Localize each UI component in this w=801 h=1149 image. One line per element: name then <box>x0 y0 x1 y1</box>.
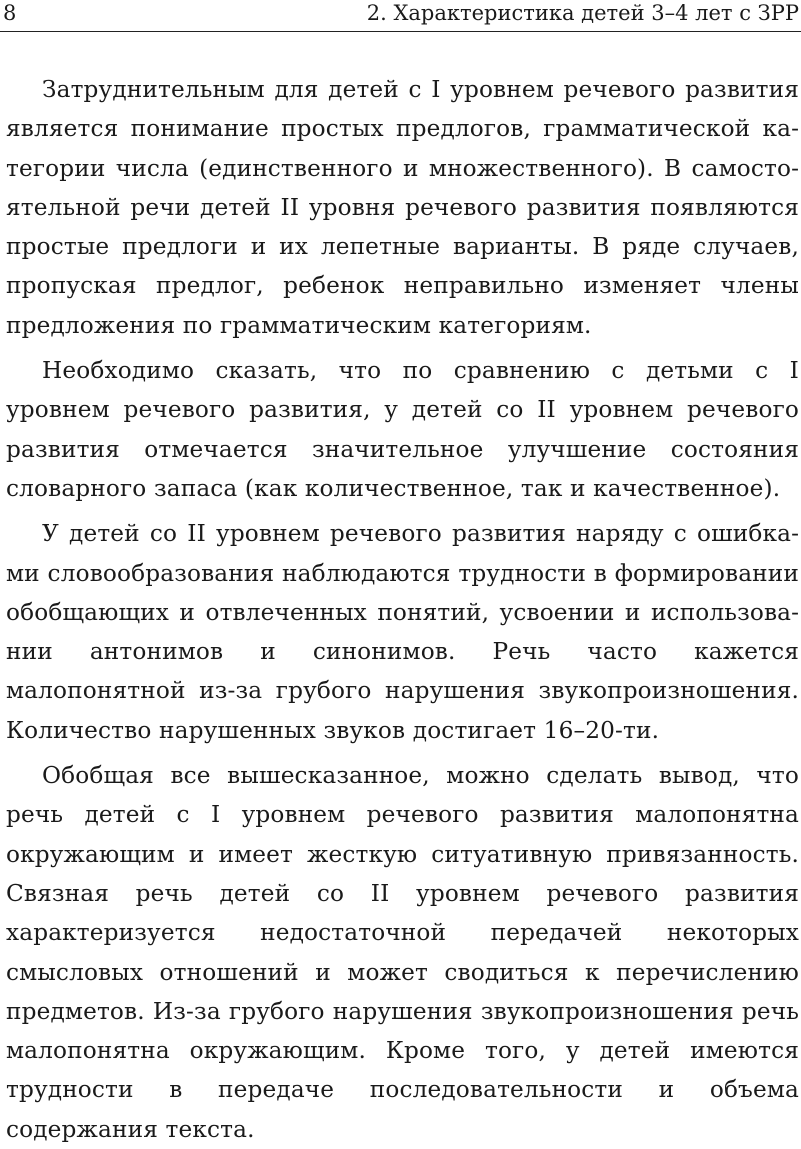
paragraph: Необходимо сказать, что по сравнению с детьми с I уровнем речевого развития, у детей со II уровнем речевого развития отмечается значительное улучшение состояния словарного запаса (как количественное, так и качественное). <box>6 357 799 502</box>
running-title: 2. Характеристика детей 3–4 лет с ЗРР <box>366 1 799 25</box>
body-text <box>6 70 799 1149</box>
paragraph: У детей со II уровнем речевого развития наряду с ошибками словообразования наблюдаются трудности в формировании обобщающих и отвлеченных понятий, усвоении и использовании антонимов и синонимов. Речь часто кажется малопонятной из-за грубого нарушения звукопроизношения. Количество нарушенных звуков достигает 16–20-ти. <box>6 520 799 744</box>
page-number: 8 <box>3 1 17 25</box>
paragraph: Затруднительным для детей с I уровнем речевого развития является понимание простых предлогов, грамматической категории числа (единственного и множественного). В самостоятельной речи детей II уровня речевого развития появляются простые предлоги и их лепетные варианты. В ряде случаев, пропуская предлог, ребенок неправильно изменяет члены предложения по грамматическим категориям. <box>6 76 799 339</box>
paragraph: Обобщая все вышесказанное, можно сделать вывод, что речь детей с I уровнем речевого развития малопонятна окружающим и имеет жесткую ситуативную привязанность. Связная речь детей со II уровнем речевого развития характеризуется недостаточной передачей некоторых смысловых отношений и может сводиться к перечислению предметов. Из-за грубого нарушения звукопроизношения речь малопонятна окружающим. Кроме того, у детей имеются трудности в передаче последовательности и объема содержания текста. <box>6 762 799 1143</box>
page-header <box>0 0 801 32</box>
